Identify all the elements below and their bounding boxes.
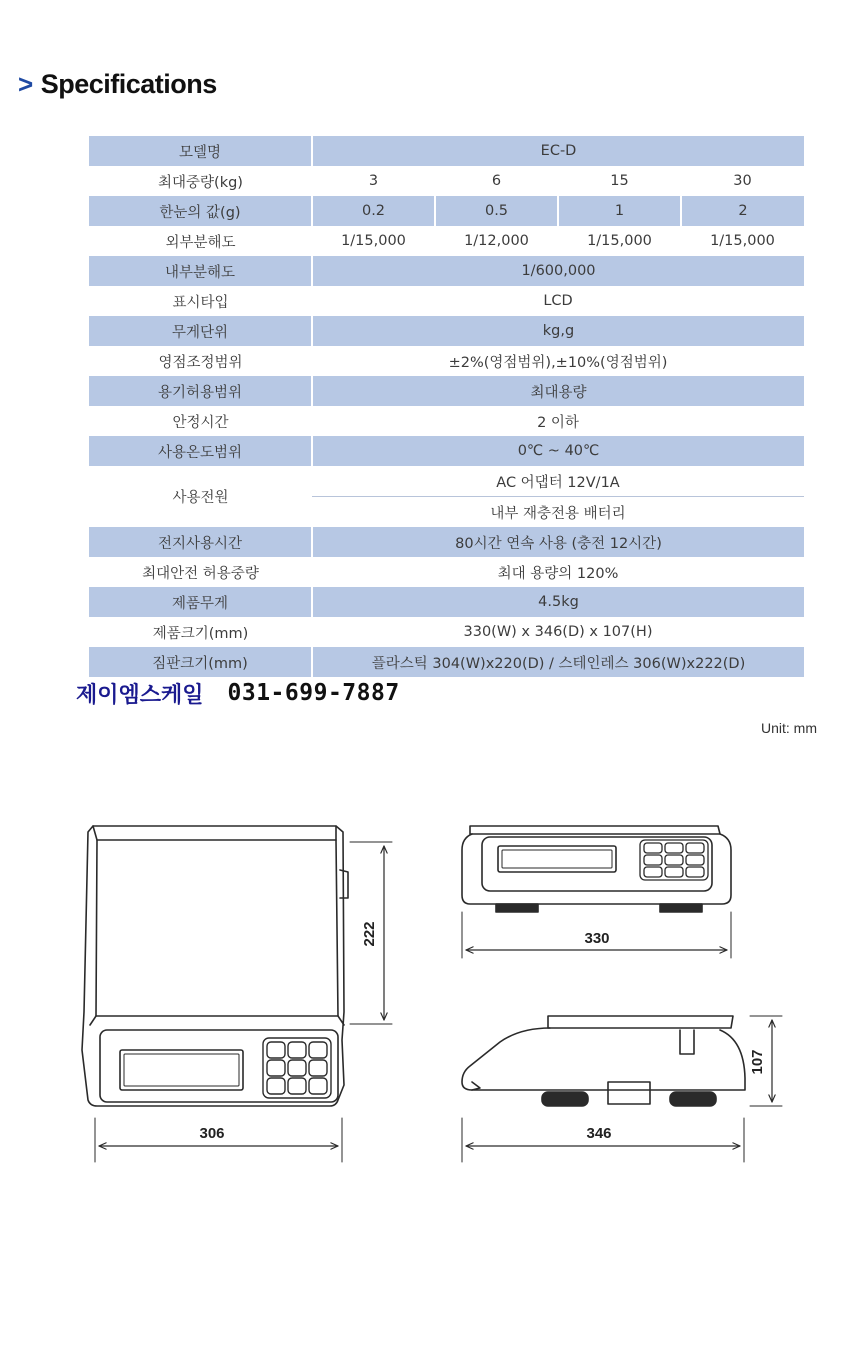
heading-title: Specifications — [40, 68, 217, 99]
heading-arrow-icon: > — [18, 68, 33, 99]
spec-value: 30 — [733, 173, 752, 189]
spec-value: 최대 용량의 120% — [497, 565, 619, 582]
spec-value: 2 — [681, 196, 804, 226]
spec-label: 제품크기(mm) — [152, 625, 249, 642]
spec-label: 최대안전 허용중량 — [142, 565, 259, 582]
spec-value: 1/15,000 — [341, 233, 406, 249]
spec-label: 최대중량(kg) — [158, 174, 243, 191]
spec-value: 4.5kg — [312, 587, 804, 617]
spec-value: AC 어댑터 12V/1A — [312, 466, 804, 497]
dim-top-depth: 222 — [361, 921, 378, 947]
spec-value: 1/600,000 — [312, 256, 804, 286]
spec-label: 짐판크기(mm) — [89, 647, 312, 677]
spec-value: 80시간 연속 사용 (충전 12시간) — [312, 527, 804, 557]
spec-value: 1/15,000 — [587, 233, 652, 249]
spec-value: EC-D — [312, 136, 804, 166]
spec-label: 한눈의 값(g) — [89, 196, 312, 226]
company-name: 제이엠스케일 — [76, 682, 204, 708]
top-view-drawing — [82, 826, 392, 1162]
spec-label: 외부분해도 — [165, 234, 236, 251]
unit-label: Unit: mm — [761, 720, 817, 736]
spec-label: 영점조정범위 — [158, 354, 243, 371]
spec-value: 0.2 — [312, 196, 435, 226]
spec-value: ±2%(영점범위),±10%(영점범위) — [448, 354, 668, 371]
spec-value: 330(W) x 346(D) x 107(H) — [463, 624, 653, 640]
spec-label: 사용온도범위 — [89, 436, 312, 466]
spec-value: 1 — [558, 196, 681, 226]
spec-label: 내부분해도 — [89, 256, 312, 286]
dim-side-depth: 346 — [586, 1125, 612, 1142]
spec-value: 최대용량 — [312, 376, 804, 406]
dim-top-width: 306 — [199, 1125, 225, 1142]
spec-label: 모델명 — [89, 136, 312, 166]
spec-value: 내부 재충전용 배터리 — [490, 505, 626, 522]
spec-value: 3 — [368, 173, 379, 189]
spec-label: 전지사용시간 — [89, 527, 312, 557]
spec-value: 6 — [491, 173, 502, 189]
spec-value: 2 이하 — [537, 414, 579, 431]
dim-front-width: 330 — [584, 930, 610, 947]
dim-side-height: 107 — [749, 1049, 766, 1075]
spec-value: 1/15,000 — [710, 233, 775, 249]
side-view-drawing — [462, 1016, 782, 1162]
spec-label: 제품무게 — [89, 587, 312, 617]
spec-value: 0℃ ~ 40℃ — [312, 436, 804, 466]
spec-label: 표시타입 — [172, 294, 229, 311]
spec-value: 15 — [610, 173, 629, 189]
phone-number: 031-699-7887 — [227, 680, 400, 706]
spec-value: 플라스틱 304(W)x220(D) / 스테인레스 306(W)x222(D) — [312, 647, 804, 677]
spec-label: 무게단위 — [89, 316, 312, 346]
spec-label: 사용전원 — [172, 490, 229, 506]
spec-value: kg,g — [312, 316, 804, 346]
spec-label: 안정시간 — [172, 414, 229, 431]
spec-value: LCD — [543, 293, 573, 309]
spec-value: 0.5 — [435, 196, 558, 226]
spec-value: 1/12,000 — [464, 233, 529, 249]
spec-label: 용기허용범위 — [89, 376, 312, 406]
